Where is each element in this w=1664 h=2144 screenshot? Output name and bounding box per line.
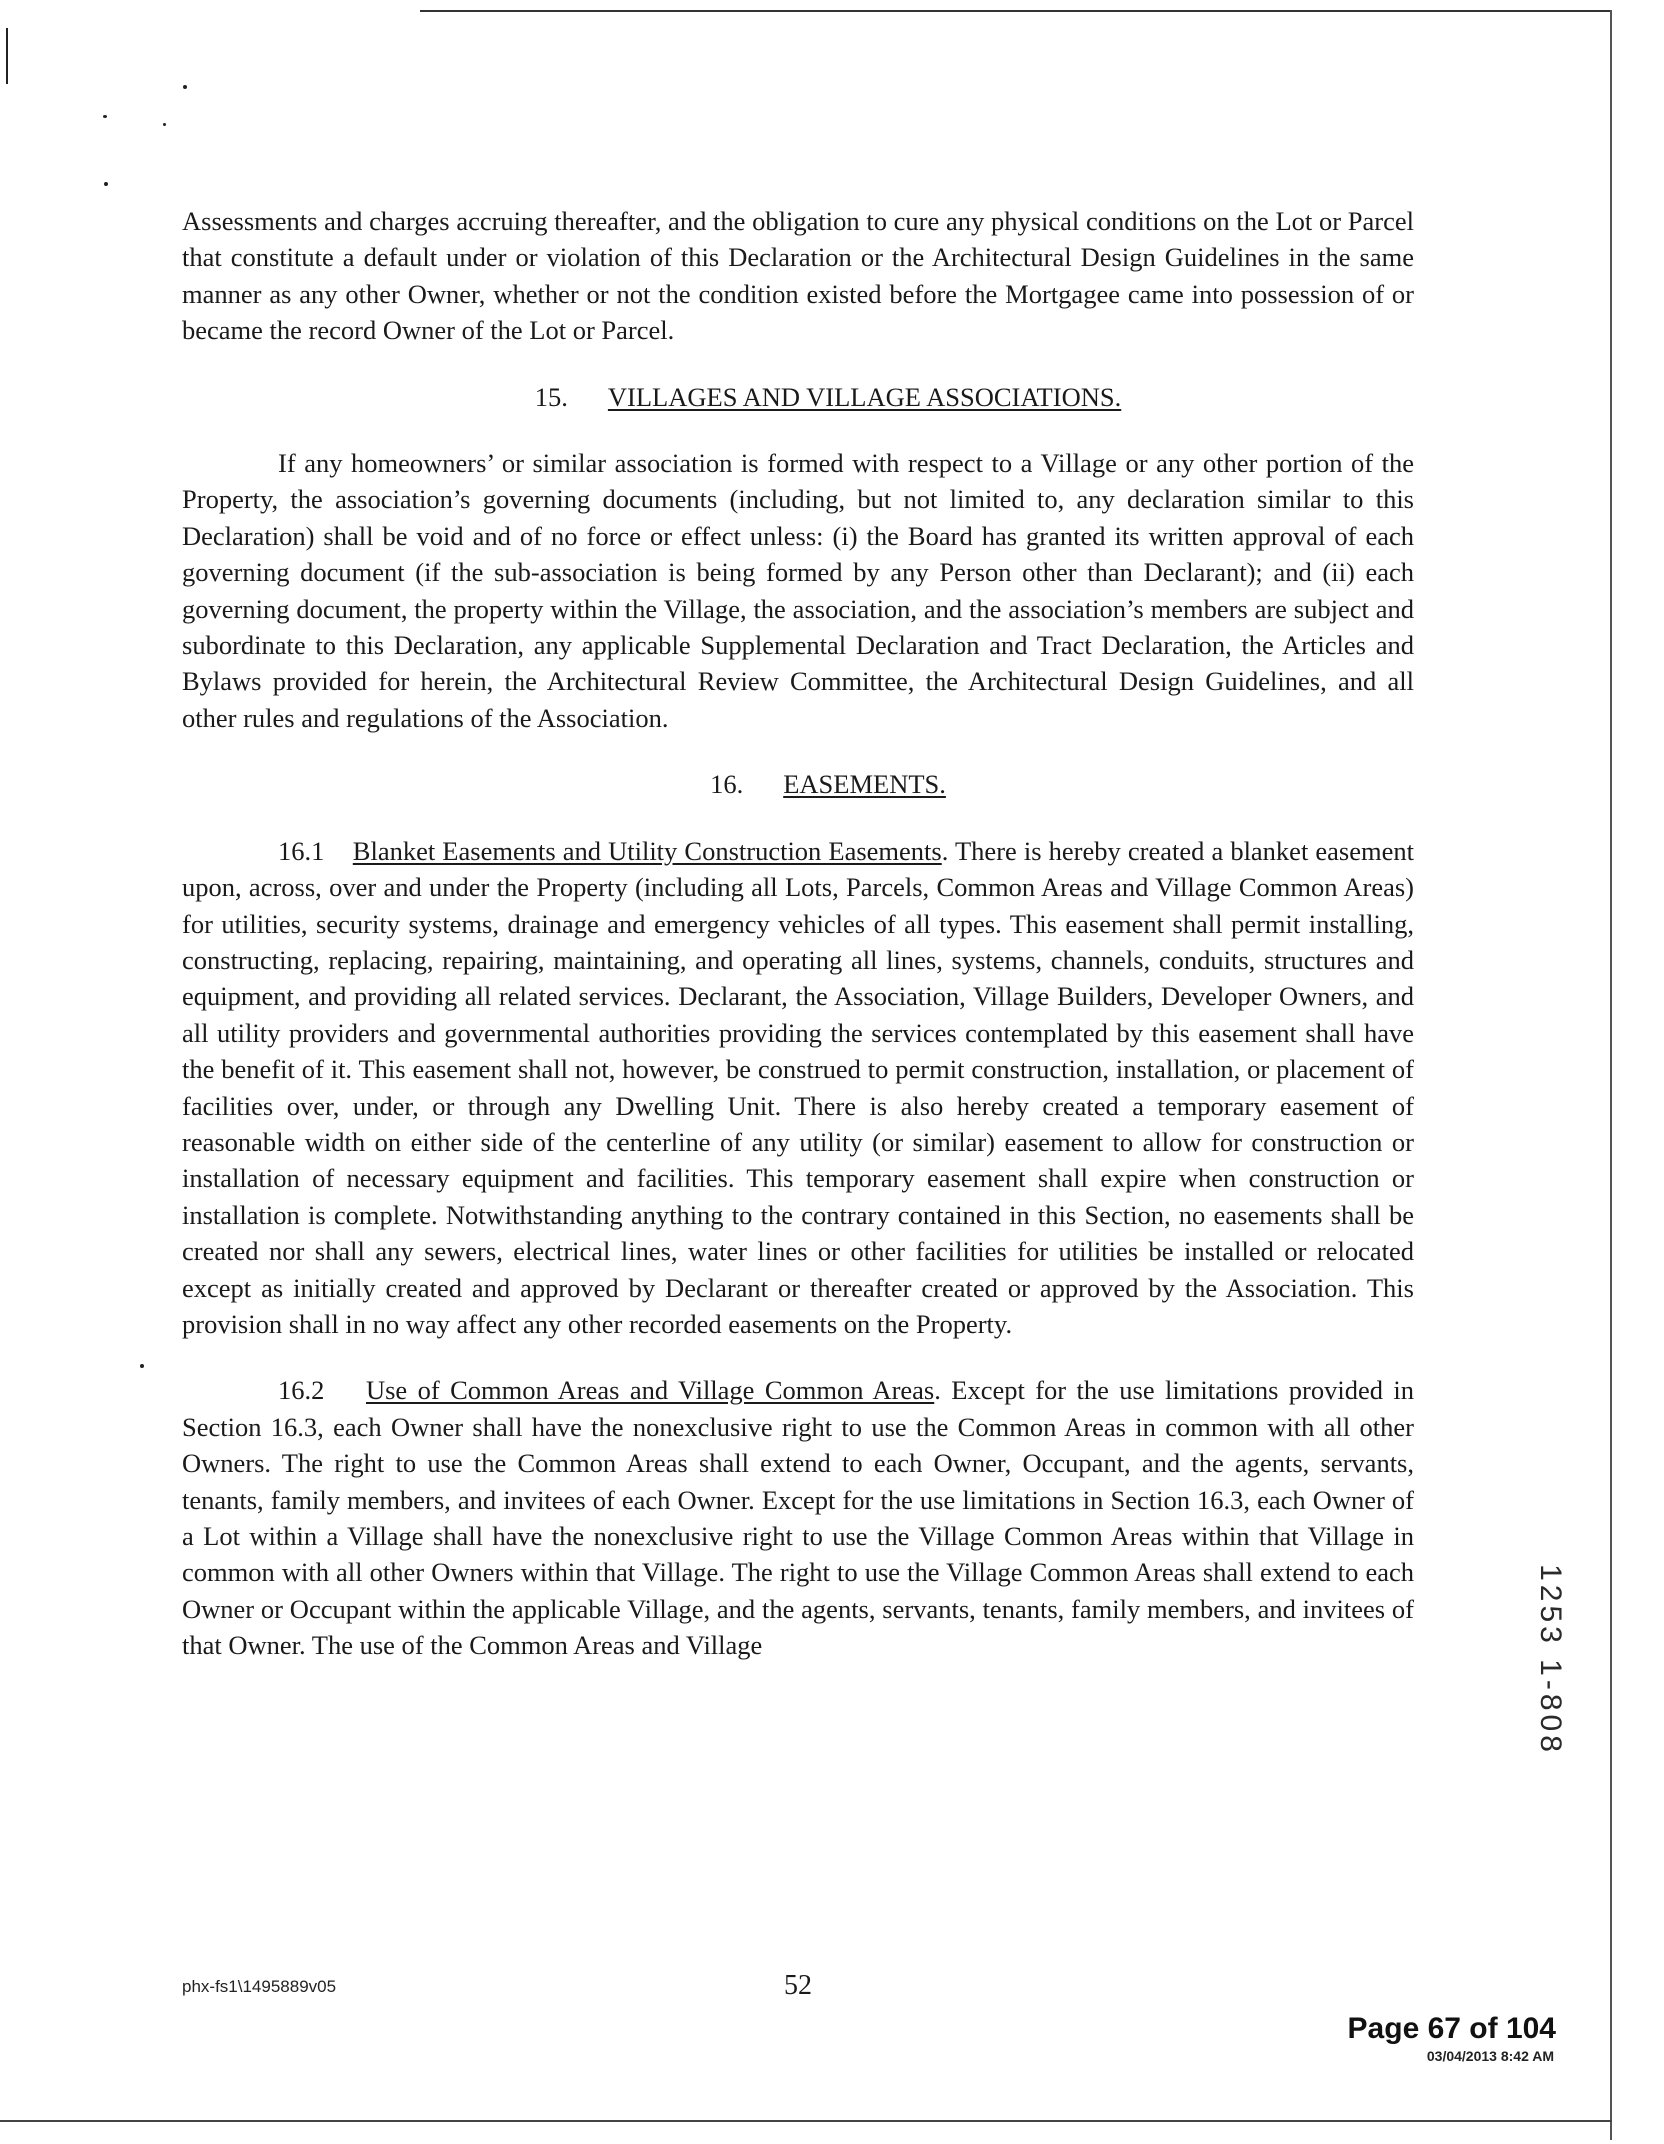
subsection-number: 16.2 xyxy=(278,1375,325,1406)
scan-speck xyxy=(140,1364,144,1368)
recording-page-count: Page 67 of 104 xyxy=(1347,2012,1556,2045)
subsection-title: Use of Common Areas and Village Common Areas xyxy=(365,1375,935,1406)
scan-speck xyxy=(103,115,107,118)
side-code-text: 1253 1-808 xyxy=(1534,1564,1567,1756)
scan-speck xyxy=(183,85,187,89)
subsection-16-2 xyxy=(182,1372,1414,1663)
section-title: VILLAGES AND VILLAGE ASSOCIATIONS. xyxy=(607,381,1122,412)
subsection-body: . Except for the use limitations provided in Section 16.3, each Owner shall have the nonexclusive right to use the Common Areas in common with all other Owners. The right to use the Common Areas shall extend to each Owner, Occupant, and the agents, servants, tenants, family members, and invitees of each Owner. Except for the use limitations in Section 16.3, each Owner of a Lot within a Village shall have the nonexclusive right to use the Village Common Areas within that Village in common with all other Owners within that Village. The right to use the Village Common Areas shall extend to each Owner or Occupant within the applicable Village, and the agents, servants, tenants, family members, and invitees of that Owner. The use of the Common Areas and Village xyxy=(182,1375,1415,1661)
subsection-number: 16.1 xyxy=(278,835,325,866)
side-recording-code xyxy=(1535,1540,1565,1780)
scan-border-bottom xyxy=(0,2120,1612,2122)
subsection-16-1 xyxy=(182,833,1414,1343)
scan-left-mark xyxy=(6,28,8,84)
scan-border-top xyxy=(420,10,1612,12)
paragraph-intro: Assessments and charges accruing thereafter, and the obligation to cure any physical conditions on the Lot or Parcel that constitute a default under or violation of this Declaration or the Architectural Design Guidelines in the same manner as any other Owner, whether or not the condition existed before the Mortgagee came into possession of or became the record Owner of the Lot or Parcel. xyxy=(182,206,1414,346)
scan-speck xyxy=(104,182,108,186)
scan-border-right xyxy=(1610,10,1612,2140)
document-body xyxy=(182,203,1414,1664)
section-15-heading xyxy=(182,379,1414,415)
section-number: 16. xyxy=(710,769,744,800)
page-number: 52 xyxy=(784,1970,812,2001)
scan-speck xyxy=(163,123,166,126)
section-number: 15. xyxy=(534,381,568,412)
subsection-title: Blanket Easements and Utility Construction Easements xyxy=(352,835,942,866)
subsection-body: . There is hereby created a blanket easement upon, across, over and under the Property (including all Lots, Parcels, Common Areas and Village Common Areas) for utilities, security systems, drainage and emergency vehicles of all types. This easement shall permit installing, constructing, replacing, repairing, maintaining, and operating all lines, systems, channels, conduits, structures and equipment, and providing all related services. Declarant, the Association, Village Builders, Developer Owners, and all utility providers and governmental authorities providing the services contemplated by this easement shall have the benefit of it. This easement shall not, however, be construed to permit construction, installation, or placement of facilities over, under, or through any Dwelling Unit. There is also hereby created a temporary easement of reasonable width on either side of the centerline of any utility (or similar) easement to allow for construction or installation of necessary equipment and facilities. This temporary easement shall expire when construction or installation is complete. Notwithstanding anything to the contrary contained in this Section, no easements shall be created nor shall any sewers, electrical lines, water lines or other facilities for utilities be installed or relocated except as initially created and approved by Declarant or thereafter created or approved by the Association. This provision shall in no way affect any other recorded easements on the Property. xyxy=(182,835,1414,1339)
section-title: EASEMENTS. xyxy=(783,769,946,800)
recording-datetime: 03/04/2013 8:42 AM xyxy=(1426,2048,1554,2064)
section-15-body: If any homeowners’ or similar association is formed with respect to a Village or any other portion of the Property, the association’s governing documents (including, but not limited to, any declaration similar to this Declaration) shall be void and of no force or effect unless: (i) the Board has granted its written approval of each governing document (if the sub-association is being formed by any Person other than Declarant); and (ii) each governing document, the property within the Village, the association, and the association’s members are subject and subordinate to this Declaration, any applicable Supplemental Declaration and Tract Declaration, the Articles and Bylaws provided for herein, the Architectural Review Committee, the Architectural Design Guidelines, and all other rules and regulations of the Association. xyxy=(182,448,1414,733)
document-id: phx-fs1\1495889v05 xyxy=(182,1977,337,1996)
section-16-heading xyxy=(182,766,1414,802)
